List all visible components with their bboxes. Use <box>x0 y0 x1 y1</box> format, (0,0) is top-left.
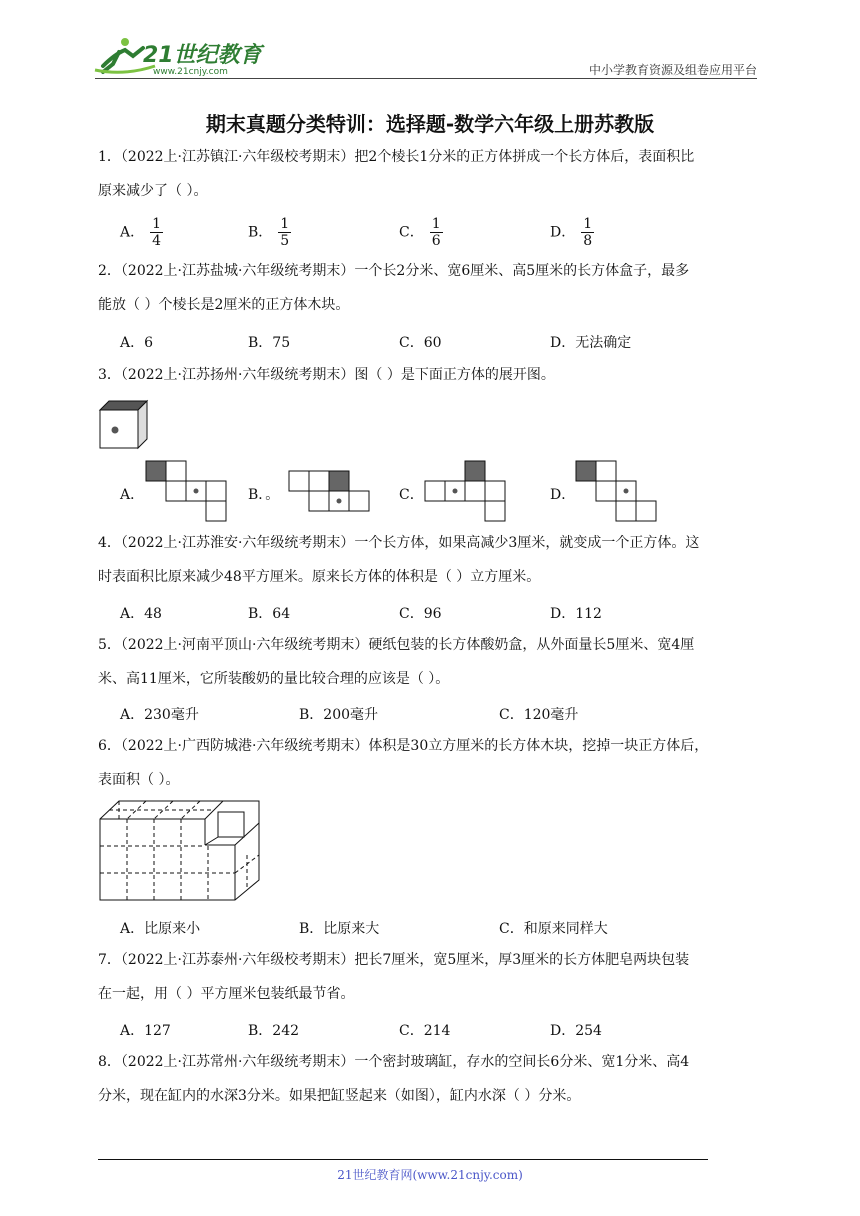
question-text: 4．（2022上·江苏淮安·六年级统考期末）一个长方体，如果高减少3厘米，就变成一个正方体。这 <box>98 535 700 551</box>
question-1 <box>98 140 762 208</box>
option-b[interactable]: B．。 <box>248 487 280 503</box>
question-text: 能放（ ）个棱长是2厘米的正方体木块。 <box>98 297 350 313</box>
question-6 <box>98 729 762 797</box>
question-text: 分米，现在缸内的水深3分米。如果把缸竖起来（如图），缸内水深（ ）分米。 <box>98 1088 581 1104</box>
option-a[interactable]: A． <box>120 487 145 503</box>
question-5 <box>98 628 762 696</box>
fraction: $\frac{1}{4}$ <box>152 216 162 249</box>
question-7 <box>98 943 762 1011</box>
option-c[interactable]: C． <box>399 487 424 503</box>
question-text: 时表面积比原来减少48平方厘米。原来长方体的体积是（ ）立方厘米。 <box>98 569 541 585</box>
question-text: 原来减少了（ ）。 <box>98 183 208 199</box>
option-c[interactable]: C．60 <box>399 335 442 351</box>
option-a[interactable]: A．48 <box>120 606 162 622</box>
site-logo <box>95 36 265 76</box>
option-d[interactable]: D．112 <box>550 606 602 622</box>
fraction: $\frac{1}{5}$ <box>280 216 290 249</box>
option-a[interactable]: A．127 <box>120 1023 171 1039</box>
question-8 <box>98 1045 762 1113</box>
option-d[interactable]: D． $\frac{1}{8}$ <box>550 216 593 249</box>
option-c[interactable]: C．96 <box>399 606 442 622</box>
question-text: 1．（2022上·江苏镇江·六年级校考期末）把2个棱长1分米的正方体拼成一个长方体后，表面积比 <box>98 149 695 165</box>
cuboid-figure <box>99 800 269 902</box>
question-text: 3．（2022上·江苏扬州·六年级统考期末）图（ ）是下面正方体的展开图。 <box>98 367 555 383</box>
net-figure-c <box>425 461 510 523</box>
question-3 <box>98 358 762 392</box>
question-text: 表面积（ ）。 <box>98 772 180 788</box>
question-text: 7．（2022上·江苏泰州·六年级校考期末）把长7厘米，宽5厘米，厚3厘米的长方体肥皂两块包装 <box>98 952 690 968</box>
option-d[interactable]: D．无法确定 <box>550 335 632 351</box>
page-title: 期末真题分类特训：选择题-数学六年级上册苏教版 <box>205 112 655 136</box>
option-a[interactable]: A．230毫升 <box>120 707 199 723</box>
question-text: 在一起，用（ ）平方厘米包装纸最节省。 <box>98 986 355 1002</box>
net-figure-a <box>146 461 231 523</box>
option-a[interactable]: A．比原来小 <box>120 921 201 937</box>
net-figure-b <box>289 471 374 523</box>
question-text: 2．（2022上·江苏盐城·六年级统考期末）一个长2分米、宽6厘米、高5厘米的长方体盒子，最多 <box>98 263 690 279</box>
header-divider <box>95 78 757 79</box>
option-b[interactable]: B． $\frac{1}{5}$ <box>248 216 290 249</box>
option-b[interactable]: B．242 <box>248 1023 300 1039</box>
option-a[interactable]: A．6 <box>120 335 154 351</box>
cube-figure <box>99 400 151 452</box>
svg-text:21世纪教育: 21世纪教育 <box>143 43 262 68</box>
question-text: 8．（2022上·江苏常州·六年级统考期末）一个密封玻璃缸，存水的空间长6分米、宽1分米、高4 <box>98 1054 690 1070</box>
option-d[interactable]: D． <box>550 487 576 503</box>
page-header <box>95 30 757 78</box>
option-c[interactable]: C．和原来同样大 <box>499 921 608 937</box>
question-4 <box>98 526 762 594</box>
question-text: 5．（2022上·河南平顶山·六年级统考期末）硬纸包装的长方体酸奶盒，从外面量长5厘米、宽4厘 <box>98 637 695 653</box>
platform-name: 中小学教育资源及组卷应用平台 <box>588 63 757 77</box>
option-d[interactable]: D．254 <box>550 1023 602 1039</box>
option-b[interactable]: B．比原来大 <box>299 921 380 937</box>
option-b[interactable]: B．200毫升 <box>299 707 379 723</box>
option-b[interactable]: B．75 <box>248 335 291 351</box>
question-text: 米、高11厘米，它所装酸奶的量比较合理的应该是（ ）。 <box>98 671 450 687</box>
fraction: $\frac{1}{6}$ <box>431 216 441 249</box>
option-c[interactable]: C．120毫升 <box>499 707 579 723</box>
net-figure-d <box>576 461 661 523</box>
question-text: 6．（2022上·广西防城港·六年级统考期末）体积是30立方厘米的长方体木块，挖掉一块正方体后， <box>98 738 709 754</box>
option-c[interactable]: C． $\frac{1}{6}$ <box>399 216 441 249</box>
svg-text:www.21cnjy.com: www.21cnjy.com <box>153 67 228 77</box>
footer-link[interactable]: 21世纪教育网(www.21cnjy.com) <box>337 1168 523 1182</box>
option-a[interactable]: A． $\frac{1}{4}$ <box>120 216 162 249</box>
option-b[interactable]: B．64 <box>248 606 291 622</box>
question-2 <box>98 254 762 322</box>
fraction: $\frac{1}{8}$ <box>583 216 593 249</box>
footer-divider <box>98 1159 708 1160</box>
option-c[interactable]: C．214 <box>399 1023 451 1039</box>
